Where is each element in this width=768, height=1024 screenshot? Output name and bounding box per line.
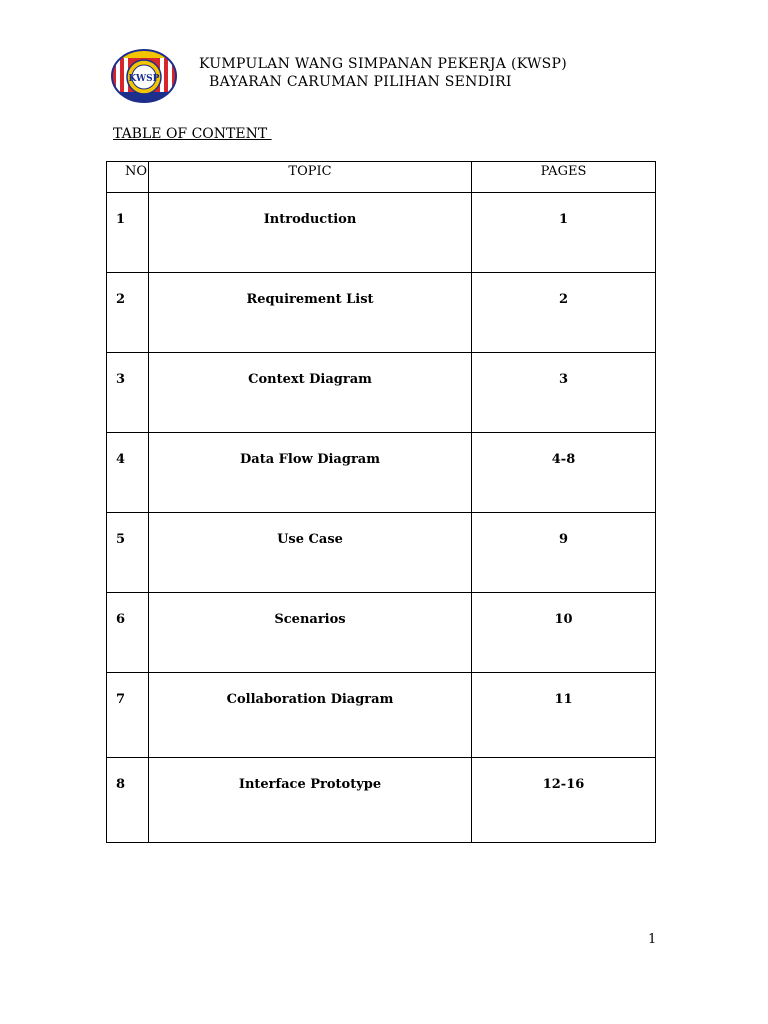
toc-topic: Context Diagram [149, 353, 472, 433]
toc-pages: 4-8 [472, 433, 656, 513]
svg-text:KWSP: KWSP [128, 74, 160, 84]
col-header-no: NO [107, 162, 149, 193]
toc-topic: Use Case [149, 513, 472, 593]
toc-row [107, 273, 656, 353]
toc-row [107, 673, 656, 758]
page-number: 1 [648, 932, 657, 947]
toc-row [107, 593, 656, 673]
toc-table [106, 161, 656, 843]
toc-topic: Data Flow Diagram [149, 433, 472, 513]
toc-no: 2 [107, 273, 149, 353]
toc-title: TABLE OF CONTENT [113, 126, 272, 142]
toc-pages: 3 [472, 353, 656, 433]
toc-topic: Interface Prototype [149, 758, 472, 843]
toc-pages: 2 [472, 273, 656, 353]
toc-row [107, 433, 656, 513]
toc-no: 3 [107, 353, 149, 433]
toc-pages: 9 [472, 513, 656, 593]
toc-row [107, 513, 656, 593]
toc-topic: Collaboration Diagram [149, 673, 472, 758]
kwsp-logo [110, 48, 178, 104]
toc-no: 7 [107, 673, 149, 758]
toc-pages: 1 [472, 193, 656, 273]
toc-no: 8 [107, 758, 149, 843]
toc-header-row [107, 162, 656, 193]
toc-row [107, 193, 656, 273]
toc-topic: Scenarios [149, 593, 472, 673]
toc-pages: 12-16 [472, 758, 656, 843]
toc-no: 4 [107, 433, 149, 513]
org-name: KUMPULAN WANG SIMPANAN PEKERJA (KWSP) [199, 56, 568, 72]
toc-topic: Introduction [149, 193, 472, 273]
toc-pages: 11 [472, 673, 656, 758]
toc-row [107, 758, 656, 843]
toc-no: 5 [107, 513, 149, 593]
toc-pages: 10 [472, 593, 656, 673]
col-header-pages: PAGES [472, 162, 656, 193]
document-subtitle: BAYARAN CARUMAN PILIHAN SENDIRI [209, 74, 512, 90]
toc-no: 6 [107, 593, 149, 673]
col-header-topic: TOPIC [149, 162, 472, 193]
toc-row [107, 353, 656, 433]
toc-no: 1 [107, 193, 149, 273]
toc-topic: Requirement List [149, 273, 472, 353]
